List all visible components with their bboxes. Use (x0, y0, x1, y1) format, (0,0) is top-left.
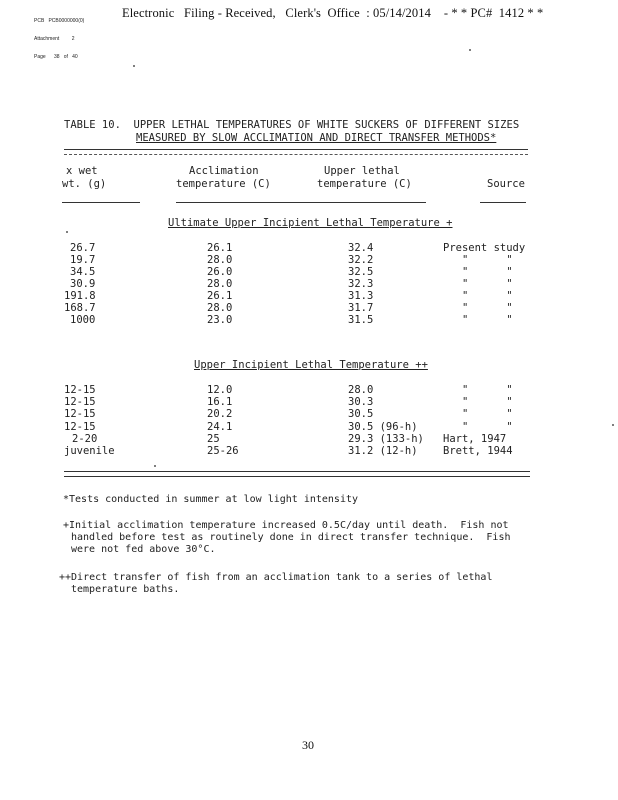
col-accl-line2: temperature (C) (176, 178, 271, 190)
table-bottom-rule (64, 476, 530, 477)
cell-acclimation: 28.0 (207, 254, 233, 266)
cell-weight: 30.9 (70, 278, 96, 290)
cell-source: " " (462, 278, 513, 290)
stamp-line: Attachment 2 (34, 36, 75, 42)
footnote-2-line1: +Initial acclimation temperature increased 0.5C/day until death. Fish not (63, 520, 509, 531)
cell-weight: 26.7 (70, 242, 96, 254)
stamp-line: Page 38 of 40 (34, 54, 78, 60)
cell-lethal: 31.7 (348, 302, 374, 314)
cell-lethal: 30.5 (96-h) (348, 420, 418, 433)
table-bottom-rule (64, 471, 530, 472)
cell-lethal: 30.5 (348, 408, 374, 421)
filing-stamp (34, 6, 84, 66)
col-lethal-line1: Upper lethal (324, 165, 400, 177)
stamp-line: PCB PCB0000000(0) (34, 18, 85, 24)
cell-acclimation: 20.2 (207, 408, 233, 421)
col-accl-line1: Acclimation (189, 165, 259, 177)
cell-weight: 191.8 (64, 290, 96, 302)
cell-lethal: 32.3 (348, 278, 374, 290)
filing-header: Electronic Filing - Received, Clerk's Office : 05/14/2014 - * * PC# 1412 * * (122, 6, 544, 20)
header-rule (62, 202, 140, 203)
table-title: TABLE 10. UPPER LETHAL TEMPERATURES OF WHITE SUCKERS OF DIFFERENT SIZES (64, 119, 520, 131)
footnote-3-line1: ++Direct transfer of fish from an acclimation tank to a series of lethal (59, 572, 493, 583)
cell-lethal: 32.5 (348, 266, 374, 278)
cell-lethal: 28.0 (348, 384, 374, 396)
footnote-2-line2: handled before test as routinely done in direct transfer technique. Fish (71, 532, 511, 543)
section2-title: Upper Incipient Lethal Temperature ++ (194, 359, 428, 371)
footnote-2-line3: were not fed above 30°C. (71, 544, 216, 555)
cell-lethal: 30.3 (348, 396, 374, 409)
cell-weight: 2-20 (72, 432, 98, 445)
cell-source: " " (462, 266, 513, 278)
cell-lethal: 32.2 (348, 254, 374, 266)
cell-acclimation: 25 (207, 432, 220, 445)
cell-weight: 12-15 (64, 420, 96, 433)
cell-source: " " (462, 384, 513, 396)
cell-lethal: 32.4 (348, 242, 374, 254)
title-rule (64, 149, 528, 150)
col-weight-line2: wt. (g) (62, 178, 107, 190)
header-rule (266, 202, 426, 203)
section1-title: Ultimate Upper Incipient Lethal Temperature + (168, 217, 453, 229)
cell-weight: 12-15 (64, 384, 96, 396)
scan-speck (154, 465, 156, 467)
cell-source: Brett, 1944 (443, 445, 513, 457)
cell-weight: 1000 (70, 314, 96, 326)
col-source: Source (487, 178, 525, 190)
cell-acclimation: 28.0 (207, 302, 233, 314)
cell-weight: 168.7 (64, 302, 96, 314)
cell-acclimation: 25-26 (207, 445, 239, 457)
cell-lethal: 31.2 (12-h) (348, 445, 418, 457)
cell-source: " " (462, 408, 513, 421)
cell-source: Present study (443, 242, 526, 254)
footnote-1: *Tests conducted in summer at low light intensity (63, 494, 359, 505)
scan-speck (133, 65, 135, 67)
scan-speck (469, 49, 471, 51)
header-rule (480, 202, 526, 203)
cell-acclimation: 16.1 (207, 396, 233, 409)
table-subtitle: MEASURED BY SLOW ACCLIMATION AND DIRECT TRANSFER METHODS* (136, 132, 497, 144)
cell-lethal: 31.5 (348, 314, 374, 326)
cell-source: " " (462, 314, 513, 326)
cell-source: " " (462, 254, 513, 266)
cell-acclimation: 23.0 (207, 314, 233, 326)
cell-source: " " (462, 396, 513, 409)
cell-source: Hart, 1947 (443, 432, 507, 445)
cell-acclimation: 26.1 (207, 290, 233, 302)
cell-lethal: 31.3 (348, 290, 374, 302)
cell-weight: 19.7 (70, 254, 96, 266)
cell-acclimation: 12.0 (207, 384, 233, 396)
cell-weight: 12-15 (64, 396, 96, 409)
cell-acclimation: 24.1 (207, 420, 233, 433)
col-weight-line1: x wet (66, 165, 98, 177)
scan-speck (66, 231, 68, 233)
page-number: 30 (302, 738, 314, 752)
header-rule (176, 202, 266, 203)
cell-weight: 34.5 (70, 266, 96, 278)
footnote-3-line2: temperature baths. (71, 584, 180, 595)
cell-lethal: 29.3 (133-h) (348, 432, 424, 445)
scan-speck (612, 424, 614, 426)
col-lethal-line2: temperature (C) (317, 178, 412, 190)
cell-source: " " (462, 420, 513, 433)
cell-source: " " (462, 302, 513, 314)
cell-acclimation: 28.0 (207, 278, 233, 290)
cell-source: " " (462, 290, 513, 302)
cell-weight: juvenile (64, 445, 115, 457)
cell-acclimation: 26.1 (207, 242, 233, 254)
title-rule-dashed (64, 154, 528, 155)
cell-weight: 12-15 (64, 408, 96, 421)
cell-acclimation: 26.0 (207, 266, 233, 278)
